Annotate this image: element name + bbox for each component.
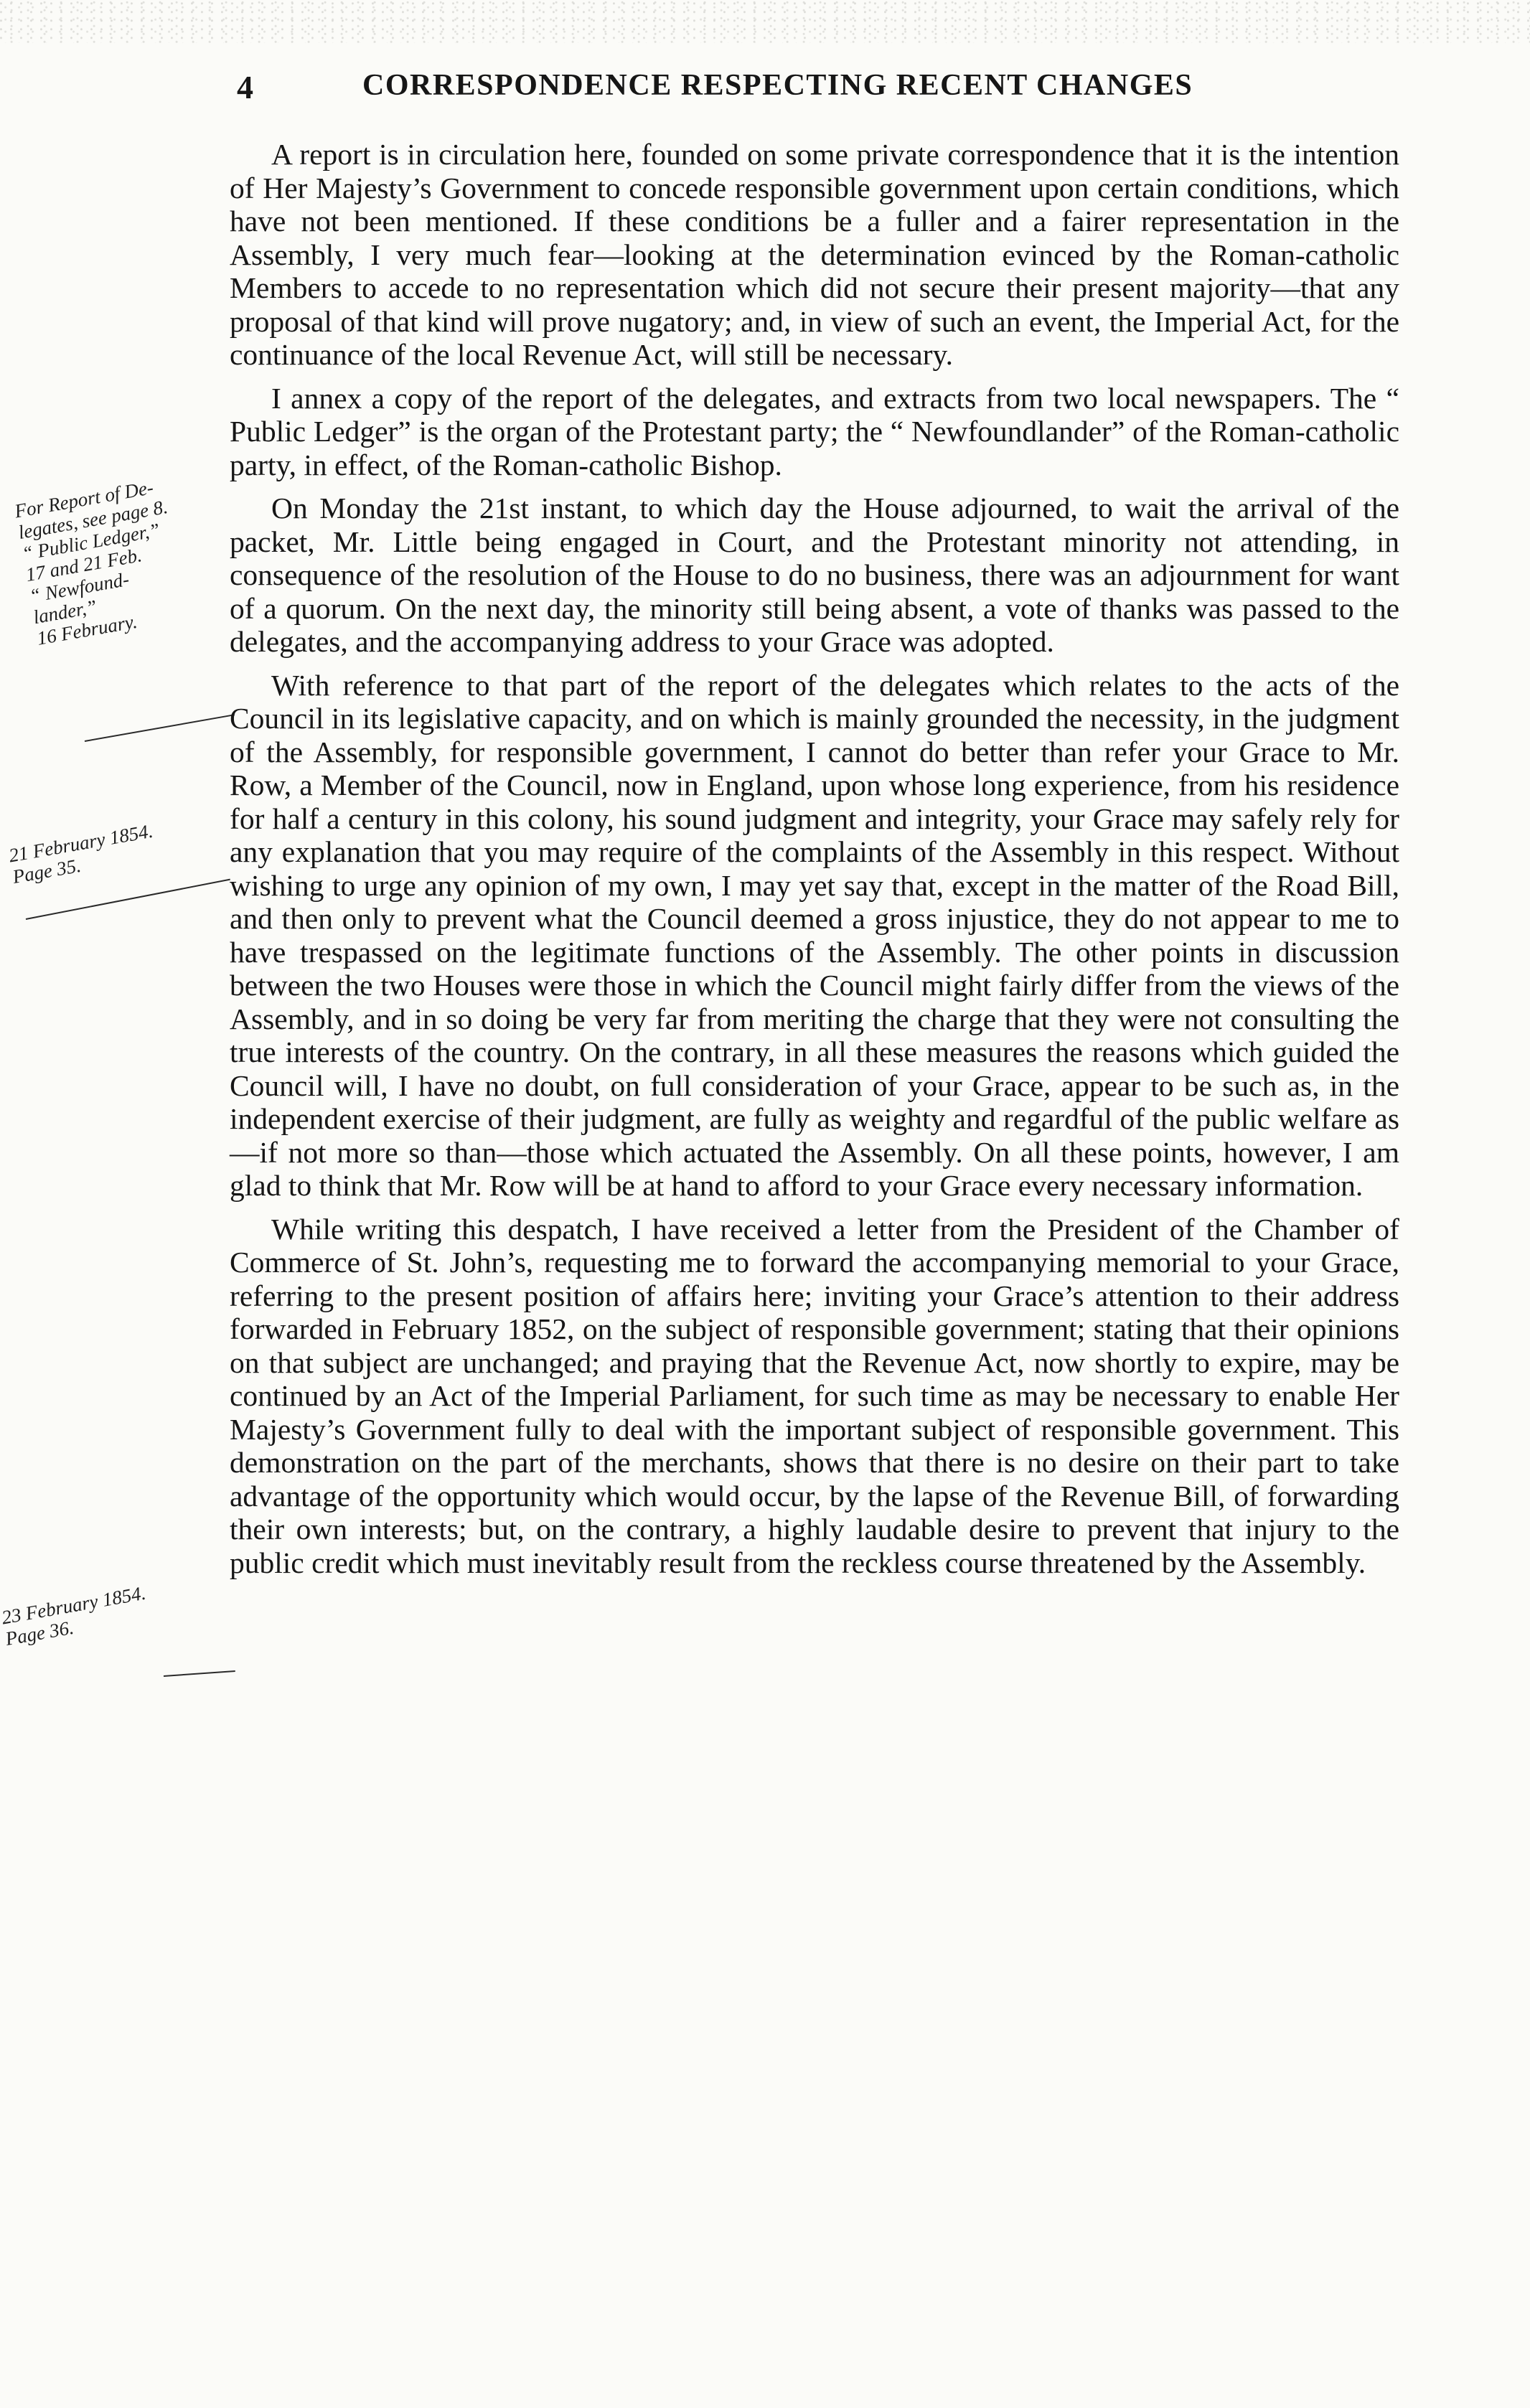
- page-header: [0, 68, 1530, 111]
- running-title: CORRESPONDENCE RESPECTING RECENT CHANGES: [362, 69, 1193, 102]
- paragraph-monday-21st: On Monday the 21st instant, to which day the House adjourned, to wait the arrival of the packet, Mr. Little being engaged in Court, and the Protestant minority not attending, in consequence of the resolution of the House to do no business, there was an adjournment for want of a quorum. On the next day, the minority still being absent, a vote of thanks was passed to the delegates, and the accompanying address to your Grace was adopted.: [230, 492, 1399, 658]
- margin-note-rule: [26, 879, 230, 920]
- body-text: [230, 138, 1399, 1589]
- margin-note-rule: [164, 1670, 235, 1677]
- paragraph-while-writing: While writing this despatch, I have received a letter from the President of the Chamber of Commerce of St. John’s, requesting me to forward the accompanying memorial to your Grace, referring to the present position of affairs here; inviting your Grace’s attention to their address forwarded in February 1852, on the subject of responsible government; stating that their opinions on that subject are unchanged; and praying that the Revenue Act, now shortly to expire, may be continued by an Act of the Imperial Parliament, for such time as may be necessary to enable Her Majesty’s Government fully to deal with the important subject of responsible government. This demonstration on the part of the merchants, shows that there is no desire on their part to take advantage of the opportunity which would occur, by the lapse of the Revenue Bill, of forwarding their own interests; but, on the contrary, a highly laudable desire to prevent that injury to the public credit which must inevitably result from the reckless course threatened by the Assembly.: [230, 1212, 1399, 1579]
- margin-note-23-february: 23 February 1854. Page 36.: [0, 1581, 148, 1650]
- margin-note-report-of-delegates: For Report of De- legates, see page 8. “ Public Ledger,” 17 and 21 Feb. “ Newfound- lander,” 16 February.: [13, 476, 169, 649]
- paragraph-reference-council: With reference to that part of the report of the delegates which relates to the acts of the Council in its legislative capacity, and on which is mainly grounded the necessity, in the judgment of the Assembly, for responsible government, I cannot do better than refer your Grace to Mr. Row, a Member of the Council, now in England, upon whose long experience, from his residence for half a century in this colony, his sound judgment and integrity, your Grace may safely rely for any explanation that you may require of the complaints of the Assembly in this respect. Without wishing to urge any opinion of my own, I may yet say that, except in the matter of the Road Bill, and then only to prevent what the Council deemed a gross injustice, they do not appear to me to have trespassed on the legitimate functions of the Assembly. The other points in discussion between the two Houses were those in which the Council might fairly differ from the views of the Assembly, and in so doing be very far from meriting the charge that they were not consulting the true interests of the country. On the contrary, in all these measures the reasons which guided the Council will, I have no doubt, on full consideration of your Grace, appear to be such as, in the independent exercise of their judgment, are fully as weighty and regardful of the public welfare as—if not more so than—those which actuated the Assembly. On all these points, however, I am glad to think that Mr. Row will be at hand to afford to your Grace every necessary information.: [230, 668, 1399, 1202]
- margin-note-21-february: 21 February 1854. Page 35.: [7, 819, 155, 888]
- paragraph-annex-copy: I annex a copy of the report of the delegates, and extracts from two local newspapers. The “ Public Ledger” is the organ of the Protestant party; the “ Newfoundlander” of the Roman-catholic party, in effect, of the Roman-catholic Bishop.: [230, 381, 1399, 481]
- page-number: 4: [237, 69, 254, 105]
- page-edge-speckle: [0, 0, 1530, 43]
- margin-note-rule: [85, 714, 235, 742]
- paragraph-report-in-circulation: A report is in circulation here, founded on some private correspondence that it is the intention of Her Majesty’s Government to concede responsible government upon certain conditions, which have not been mentioned. If these conditions be a fuller and a fairer representation in the Assembly, I very much fear—looking at the determination evinced by the Roman-catholic Members to accede to no representation which did not secure their present majority—that any proposal of that kind will prove nugatory; and, in view of such an event, the Imperial Act, for the continuance of the local Revenue Act, will still be necessary.: [230, 138, 1399, 371]
